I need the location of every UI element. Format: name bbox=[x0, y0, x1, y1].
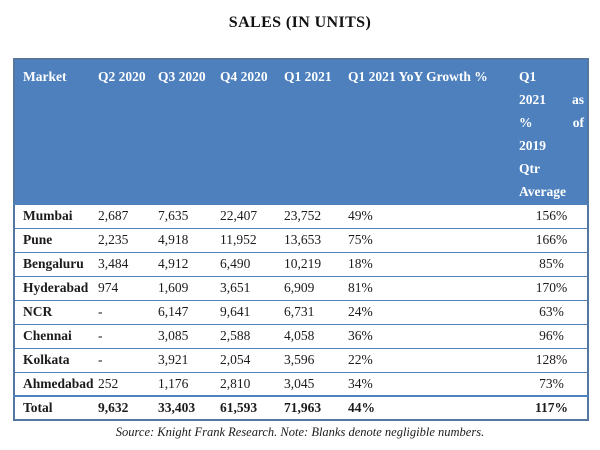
value-cell: 4,918 bbox=[156, 228, 218, 252]
value-cell: 61,593 bbox=[218, 396, 282, 420]
value-cell: 6,909 bbox=[282, 276, 346, 300]
value-cell: - bbox=[96, 324, 156, 348]
value-cell: 117% bbox=[516, 396, 588, 420]
value-cell: 34% bbox=[346, 372, 516, 396]
market-cell: Hyderabad bbox=[14, 276, 96, 300]
value-cell: 3,045 bbox=[282, 372, 346, 396]
value-cell: 252 bbox=[96, 372, 156, 396]
value-cell: 1,609 bbox=[156, 276, 218, 300]
value-cell: 2,687 bbox=[96, 204, 156, 228]
table-row-total bbox=[14, 396, 588, 420]
market-cell: Ahmedabad bbox=[14, 372, 96, 396]
value-cell: 23,752 bbox=[282, 204, 346, 228]
table-body bbox=[14, 204, 588, 420]
value-cell: 96% bbox=[516, 324, 588, 348]
value-cell: - bbox=[96, 348, 156, 372]
value-cell: 3,596 bbox=[282, 348, 346, 372]
column-header-q1-2021: Q1 2021 bbox=[282, 59, 346, 204]
value-cell: 3,921 bbox=[156, 348, 218, 372]
market-cell: Bengaluru bbox=[14, 252, 96, 276]
table-row-ahmedabad bbox=[14, 372, 588, 396]
value-cell: 33,403 bbox=[156, 396, 218, 420]
value-cell: 22,407 bbox=[218, 204, 282, 228]
table-row-hyderabad bbox=[14, 276, 588, 300]
value-cell: 85% bbox=[516, 252, 588, 276]
value-cell: 71,963 bbox=[282, 396, 346, 420]
value-cell: 81% bbox=[346, 276, 516, 300]
column-header-q1-2021-yoy-growth: Q1 2021 YoY Growth % bbox=[346, 59, 516, 204]
value-cell: 166% bbox=[516, 228, 588, 252]
column-header-q4-2020: Q4 2020 bbox=[218, 59, 282, 204]
value-cell: 6,147 bbox=[156, 300, 218, 324]
sales-table bbox=[13, 58, 589, 421]
value-cell: 128% bbox=[516, 348, 588, 372]
table-row-ncr bbox=[14, 300, 588, 324]
value-cell: 75% bbox=[346, 228, 516, 252]
header-row bbox=[14, 59, 588, 204]
value-cell: 4,912 bbox=[156, 252, 218, 276]
table-row-bengaluru bbox=[14, 252, 588, 276]
table-row-chennai bbox=[14, 324, 588, 348]
value-cell: 2,235 bbox=[96, 228, 156, 252]
market-cell: Pune bbox=[14, 228, 96, 252]
page-title: SALES (IN UNITS) bbox=[228, 14, 372, 31]
column-header-q2-2020: Q2 2020 bbox=[96, 59, 156, 204]
value-cell: 156% bbox=[516, 204, 588, 228]
value-cell: 2,054 bbox=[218, 348, 282, 372]
value-cell: 9,641 bbox=[218, 300, 282, 324]
value-cell: 9,632 bbox=[96, 396, 156, 420]
table-row-mumbai bbox=[14, 204, 588, 228]
market-cell: Kolkata bbox=[14, 348, 96, 372]
value-cell: 10,219 bbox=[282, 252, 346, 276]
value-cell: 3,085 bbox=[156, 324, 218, 348]
value-cell: 36% bbox=[346, 324, 516, 348]
value-cell: 44% bbox=[346, 396, 516, 420]
column-header-q3-2020: Q3 2020 bbox=[156, 59, 218, 204]
value-cell: 11,952 bbox=[218, 228, 282, 252]
table-row-kolkata bbox=[14, 348, 588, 372]
value-cell: 4,058 bbox=[282, 324, 346, 348]
value-cell: 73% bbox=[516, 372, 588, 396]
value-cell: 2,588 bbox=[218, 324, 282, 348]
value-cell: 49% bbox=[346, 204, 516, 228]
value-cell: - bbox=[96, 300, 156, 324]
value-cell: 63% bbox=[516, 300, 588, 324]
value-cell: 6,490 bbox=[218, 252, 282, 276]
value-cell: 6,731 bbox=[282, 300, 346, 324]
value-cell: 22% bbox=[346, 348, 516, 372]
value-cell: 1,176 bbox=[156, 372, 218, 396]
value-cell: 18% bbox=[346, 252, 516, 276]
market-cell: Total bbox=[14, 396, 96, 420]
value-cell: 24% bbox=[346, 300, 516, 324]
market-cell: NCR bbox=[14, 300, 96, 324]
market-cell: Chennai bbox=[14, 324, 96, 348]
value-cell: 2,810 bbox=[218, 372, 282, 396]
source-note: Source: Knight Frank Research. Note: Blanks denote negligible numbers. bbox=[115, 425, 485, 439]
value-cell: 13,653 bbox=[282, 228, 346, 252]
market-cell: Mumbai bbox=[14, 204, 96, 228]
value-cell: 3,651 bbox=[218, 276, 282, 300]
value-cell: 974 bbox=[96, 276, 156, 300]
value-cell: 170% bbox=[516, 276, 588, 300]
value-cell: 3,484 bbox=[96, 252, 156, 276]
value-cell: 7,635 bbox=[156, 204, 218, 228]
column-header-q1-2021-as-of-2019-qtr-average: Q1 2021 as % of 2019 Qtr Average bbox=[516, 59, 588, 204]
column-header-market: Market bbox=[14, 59, 96, 204]
table-row-pune bbox=[14, 228, 588, 252]
